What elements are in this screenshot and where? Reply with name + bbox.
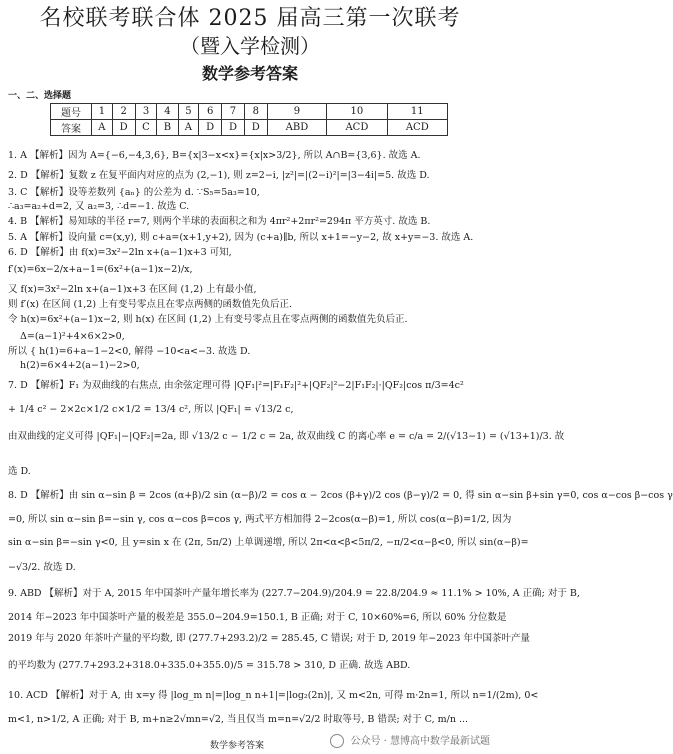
- solution-line-q9-cont: 2014 年−2023 年中国茶叶产量的极差是 355.0−204.9=150.1, B 正确; 对于 C, 10×60%=6, 所以 60% 分位数是: [8, 612, 507, 623]
- solution-line-q7-cont: 由双曲线的定义可得 |QF₁|−|QF₂|=2a, 即 √13/2 c − 1/2 c = 2a, 故双曲线 C 的离心率 e = c/a = 2/(√13−1) = (√13+1)/3. 故: [8, 431, 565, 442]
- solution-line-q5: 5. A 【解析】设向量 c=(x,y), 则 c+a=(x+1,y+2), 因为 (c+a)∥b, 所以 x+1=−y−2, 故 x+y=−3. 故选 A.: [8, 232, 474, 243]
- question-number: 1: [92, 104, 113, 120]
- page-footer: 数学参考答案: [210, 741, 265, 751]
- answer-cell: D: [244, 120, 267, 136]
- solution-line-q3: 3. C 【解析】设等差数列 {aₙ} 的公差为 d. ∵S₅=5a₃=10,: [8, 187, 260, 198]
- solution-line-q8-cont: −√3/2. 故选 D.: [8, 562, 76, 573]
- solution-line-q6-cont: 又 f(x)=3x²−2ln x+(a−1)x+3 在区间 (1,2) 上有最小值,: [8, 284, 257, 295]
- wechat-icon: [330, 734, 344, 748]
- question-number: 9: [267, 104, 327, 120]
- answer-cell: B: [157, 120, 178, 136]
- question-number: 4: [157, 104, 178, 120]
- solution-line-q6-system: Δ=(a−1)²+4×6×2>0,: [20, 331, 125, 342]
- solution-line-q6-system: h(2)=6×4+2(a−1)−2>0,: [20, 360, 140, 371]
- question-number: 3: [135, 104, 157, 120]
- watermark: [330, 732, 490, 748]
- solution-line-q7: 7. D 【解析】F₁ 为双曲线的右焦点, 由余弦定理可得 |QF₁|²=|F₁F₂|²+|QF₂|²−2|F₁F₂|·|QF₂|cos π/3=4c²: [8, 380, 464, 391]
- question-number: 2: [112, 104, 135, 120]
- solution-line-q9-cont: 2019 年与 2020 年茶叶产量的平均数, 即 (277.7+293.2)/2 = 285.45, C 错误; 对于 D, 2019 年−2023 年中国茶叶产量: [8, 633, 530, 644]
- answer-table-answer-row: [51, 120, 448, 136]
- solution-line-q7-cont: 选 D.: [8, 466, 31, 477]
- solution-line-q6-cont: 令 h(x)=6x²+(a−1)x−2, 则 h(x) 在区间 (1,2) 上有变号零点且在零点两侧的函数值先负后正.: [8, 314, 408, 325]
- solution-line-q9-cont: 的平均数为 (277.7+293.2+318.0+335.0+355.0)/5 = 315.78 > 310, D 正确. 故选 ABD.: [8, 660, 411, 671]
- answer-cell: D: [222, 120, 245, 136]
- answer-table: [50, 103, 448, 136]
- question-number: 6: [199, 104, 222, 120]
- answer-cell: D: [112, 120, 135, 136]
- solution-line-q8: 8. D 【解析】由 sin α−sin β = 2cos (α+β)/2 sin (α−β)/2 = cos α − 2cos (β+γ)/2 cos (β−γ)/2 = 0, 得 sin α−sin β+sin γ=0, cos α−cos β−cos γ: [8, 490, 673, 501]
- question-number: 7: [222, 104, 245, 120]
- solution-line-q6-cont: 则 f′(x) 在区间 (1,2) 上有变号零点且在零点两侧的函数值先负后正.: [8, 299, 293, 310]
- answer-cell: ACD: [387, 120, 447, 136]
- question-number: 11: [387, 104, 447, 120]
- solution-line-q6-derivative: f′(x)=6x−2/x+a−1=(6x²+(a−1)x−2)/x,: [8, 264, 193, 275]
- answer-table-number-row: [51, 104, 448, 120]
- solution-line-q9: 9. ABD 【解析】对于 A, 2015 年中国茶叶产量年增长率为 (227.7−204.9)/204.9 = 22.8/204.9 ≈ 11.1% > 10%, A 正确; 对于 B,: [8, 588, 580, 599]
- solution-line-q8-cont: sin α−sin β=−sin γ<0, 且 y=sin x 在 (2π, 5π/2) 上单调递增, 所以 2π<α<β<5π/2, −π/2<α−β<0, 所以 sin(α−β)=: [8, 537, 529, 548]
- answer-cell: C: [135, 120, 157, 136]
- solution-line-q4: 4. B 【解析】易知球的半径 r=7, 则两个半球的表面积之和为 4πr²+2πr²=294π 平方英寸. 故选 B.: [8, 216, 431, 227]
- solution-line-q2: 2. D 【解析】复数 z 在复平面内对应的点为 (2,−1), 则 z=2−i, |z²|=|(2−i)²|=|3−4i|=5. 故选 D.: [8, 170, 430, 181]
- question-number: 8: [244, 104, 267, 120]
- watermark-text: 公众号 · 慧博高中数学最新试题: [350, 736, 490, 747]
- solution-line-q3-cont: ∴a₃=a₂+d=2, 又 a₂=3, ∴d=−1. 故选 C.: [8, 201, 190, 212]
- answer-cell: D: [199, 120, 222, 136]
- exam-title: 名校联考联合体 2025 届高三第一次联考: [39, 6, 461, 31]
- table-row-label: 答案: [51, 120, 92, 136]
- answer-cell: A: [178, 120, 199, 136]
- answer-cell: A: [92, 120, 113, 136]
- doc-title: 数学参考答案: [201, 64, 298, 83]
- exam-subtitle: （暨入学检测）: [180, 34, 320, 58]
- question-number: 10: [327, 104, 387, 120]
- solution-line-q10-cont: m<1, n>1/2, A 正确; 对于 B, m+n≥2√mn=√2, 当且仅当 m=n=√2/2 时取等号, B 错误; 对于 C, m/n ...: [8, 714, 469, 725]
- solution-line-q6-system: 所以 { h(1)=6+a−1−2<0, 解得 −10<a<−3. 故选 D.: [8, 346, 251, 357]
- solution-line-q7-cont: + 1/4 c² − 2×2c×1/2 c×1/2 = 13/4 c², 所以 |QF₁| = √13/2 c,: [8, 404, 294, 415]
- solution-line-q8-cont: =0, 所以 sin α−sin β=−sin γ, cos α−cos β=cos γ, 两式平方相加得 2−2cos(α−β)=1, 所以 cos(α−β)=1/2, 因为: [8, 514, 512, 525]
- solution-line-q10: 10. ACD 【解析】对于 A, 由 x=y 得 |log_m n|=|log_n n+1|=|log₂(2n)|, 又 m<2n, 可得 m·2n=1, 所以 n=1/(2m), 0<: [8, 690, 539, 701]
- solution-line-q1: 1. A 【解析】因为 A={−6,−4,3,6}, B={x|3−x<x}={x|x>3/2}, 所以 A∩B={3,6}. 故选 A.: [8, 150, 421, 161]
- solution-line-q6: 6. D 【解析】由 f(x)=3x²−2ln x+(a−1)x+3 可知,: [8, 247, 232, 258]
- answer-cell: ACD: [327, 120, 387, 136]
- table-row-label: 题号: [51, 104, 92, 120]
- question-number: 5: [178, 104, 199, 120]
- answer-cell: ABD: [267, 120, 327, 136]
- section-heading: 一、二、选择题: [8, 91, 72, 101]
